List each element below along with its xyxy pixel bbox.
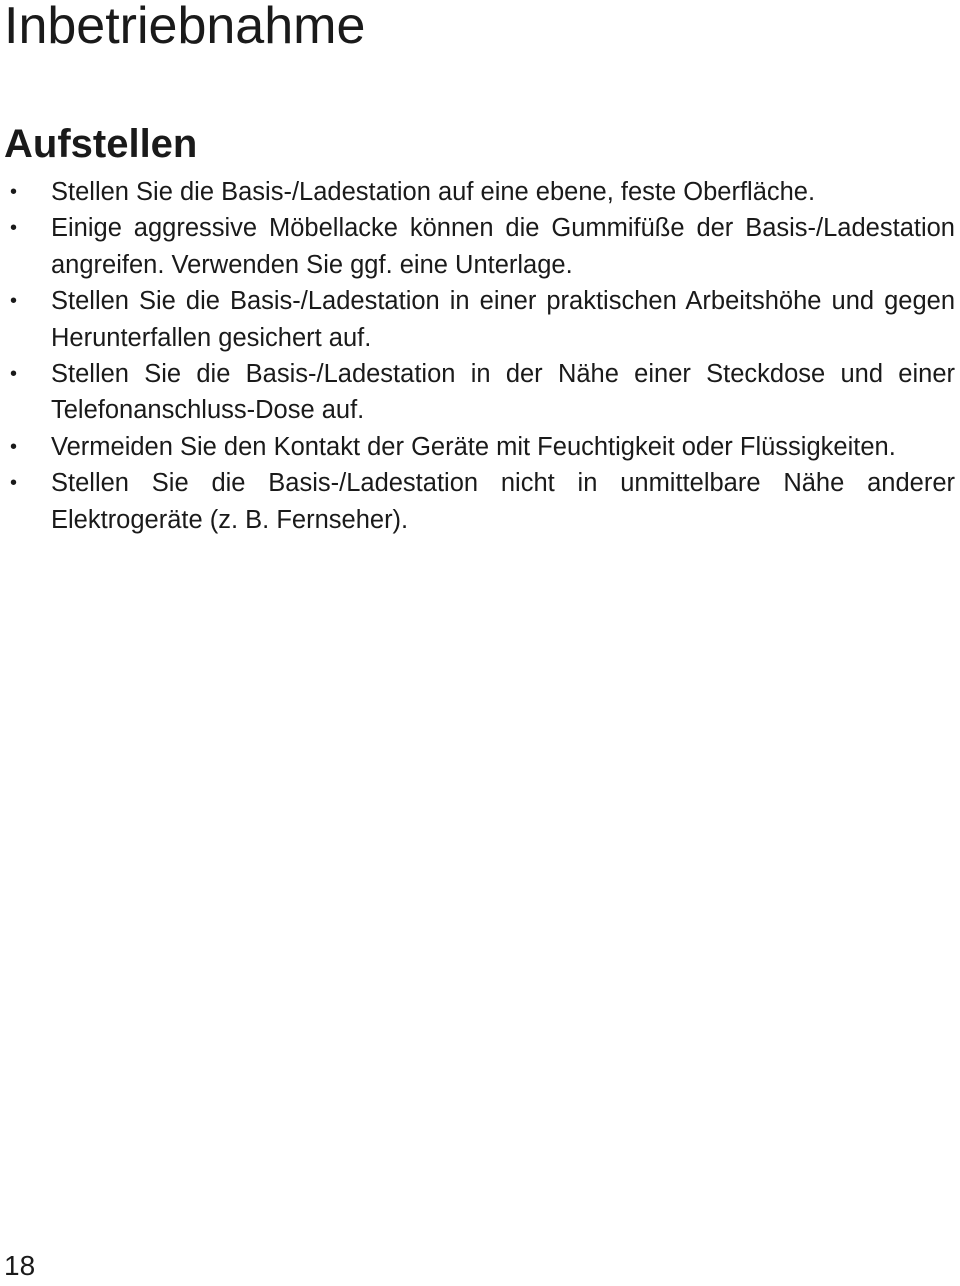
bullet-icon: • bbox=[10, 472, 18, 495]
bullet-icon: • bbox=[10, 435, 18, 458]
page-number: 18 bbox=[4, 1250, 36, 1281]
list-item bbox=[0, 356, 955, 429]
section-title: Aufstellen bbox=[4, 122, 198, 166]
list-item-text: Stellen Sie die Basis-/Ladestation nicht in unmittelbare Nähe anderer Elektrogeräte (z. B. Fernseher). bbox=[51, 469, 955, 534]
list-item-text: Stellen Sie die Basis-/Ladestation auf eine ebene, feste Oberfläche. bbox=[51, 178, 816, 206]
list-item-text: Stellen Sie die Basis-/Ladestation in einer praktischen Arbeitshöhe und gegen Herunterfallen gesichert auf. bbox=[51, 287, 955, 352]
page-title: Inbetriebnahme bbox=[4, 0, 366, 55]
bullet-icon: • bbox=[10, 290, 18, 313]
list-item-text: Einige aggressive Möbellacke können die Gummifüße der Basis-/Ladestation angreifen. Verwenden Sie ggf. eine Unterlage. bbox=[51, 214, 955, 279]
bullet-icon: • bbox=[10, 363, 18, 386]
bullet-icon: • bbox=[10, 181, 18, 203]
list-item bbox=[0, 174, 955, 210]
bullet-list bbox=[0, 174, 955, 538]
list-item bbox=[0, 429, 955, 465]
list-item-text: Vermeiden Sie den Kontakt der Geräte mit Feuchtigkeit oder Flüssigkeiten. bbox=[51, 432, 896, 461]
list-item bbox=[0, 210, 955, 283]
list-item-text: Stellen Sie die Basis-/Ladestation in der Nähe einer Steckdose und einer Telefonanschluss-Dose auf. bbox=[51, 360, 955, 425]
list-item bbox=[0, 465, 955, 538]
list-item bbox=[0, 283, 955, 356]
bullet-icon: • bbox=[10, 217, 18, 240]
